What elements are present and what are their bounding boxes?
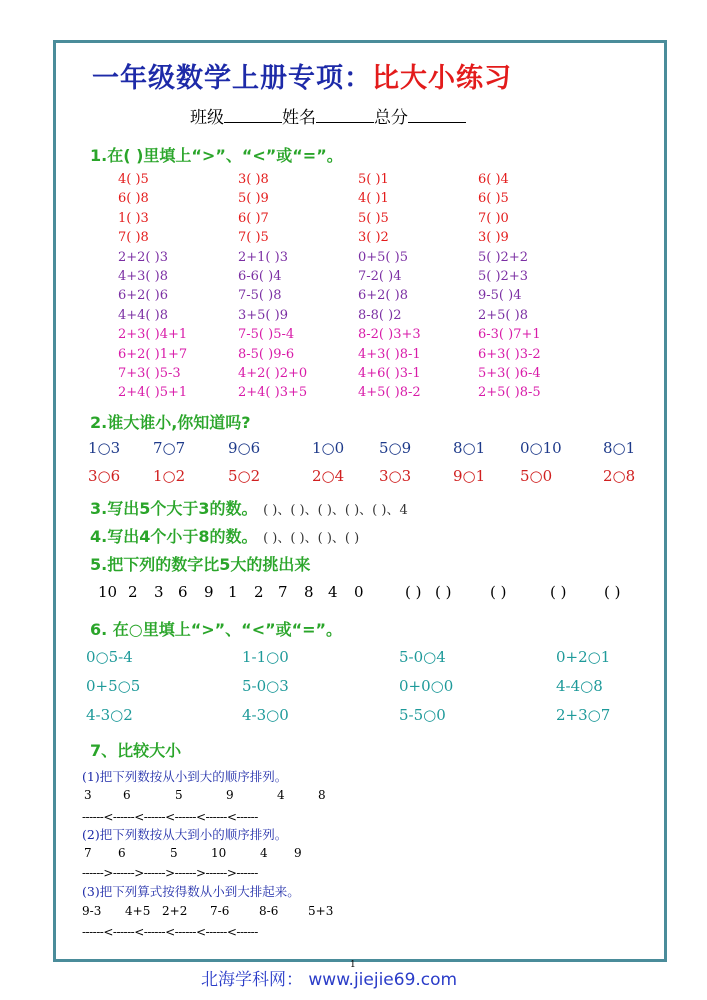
q1-item[interactable]: 5( )2+3 bbox=[478, 268, 528, 284]
q5-answer-blank[interactable]: ( ) bbox=[604, 583, 621, 601]
q1-item[interactable]: 5( )9 bbox=[238, 191, 269, 207]
q1-item[interactable]: 8-8( )2 bbox=[358, 307, 402, 323]
q1-item[interactable]: 1( )3 bbox=[118, 210, 149, 226]
q2-compare-item[interactable]: 8○1 bbox=[453, 439, 486, 457]
q1-item[interactable]: 5+3( )6-4 bbox=[478, 365, 541, 381]
q2-compare-item[interactable]: 8○1 bbox=[603, 439, 636, 457]
q5-answer-blank[interactable]: ( ) bbox=[435, 583, 452, 601]
q7-part2-chain[interactable]: ------>------>------>------>------>------ bbox=[82, 866, 258, 880]
q1-item[interactable]: 5( )5 bbox=[358, 210, 389, 226]
name-label: 姓名 bbox=[282, 108, 316, 128]
q6-item[interactable]: 4-3○2 bbox=[86, 706, 133, 724]
q7-part3-label: (3)把下列算式按得数从小到大排起来。 bbox=[82, 884, 300, 899]
q5-number: 1 bbox=[228, 583, 238, 601]
q4-heading: 4.写出4个小于8的数。 bbox=[90, 527, 258, 546]
q1-item[interactable]: 8-5( )9-6 bbox=[238, 346, 295, 362]
q1-item[interactable]: 3( )2 bbox=[358, 230, 389, 246]
q7-p3-number: 2+2 bbox=[162, 904, 188, 918]
q5-number: 7 bbox=[278, 583, 288, 601]
q6-item[interactable]: 4-4○8 bbox=[556, 677, 603, 695]
q2-compare-item[interactable]: 3○3 bbox=[379, 467, 412, 485]
q6-item[interactable]: 0+5○5 bbox=[86, 677, 141, 695]
q5-number: 6 bbox=[178, 583, 188, 601]
q1-item[interactable]: 3+5( )9 bbox=[238, 307, 288, 323]
q6-item[interactable]: 5-5○0 bbox=[399, 706, 446, 724]
q5-answer-blank[interactable]: ( ) bbox=[550, 583, 567, 601]
q1-item[interactable]: 2+2( )3 bbox=[118, 249, 168, 265]
q6-item[interactable]: 1-1○0 bbox=[242, 648, 289, 666]
q5-number: 2 bbox=[128, 583, 138, 601]
q1-item[interactable]: 7+3( )5-3 bbox=[118, 365, 181, 381]
q1-item[interactable]: 6+3( )3-2 bbox=[478, 346, 541, 362]
q2-compare-item[interactable]: 5○2 bbox=[228, 467, 261, 485]
q2-compare-item[interactable]: 0○10 bbox=[520, 439, 562, 457]
title-part1: 一年级数学上册专项： bbox=[92, 63, 372, 94]
q1-item[interactable]: 4+4( )8 bbox=[118, 307, 168, 323]
q1-item[interactable]: 3( )8 bbox=[238, 172, 269, 187]
q1-item[interactable]: 4+2( )2+0 bbox=[238, 365, 308, 381]
q7-part2-label: (2)把下列数按从大到小的顺序排列。 bbox=[82, 827, 288, 842]
q7-p1-number: 8 bbox=[318, 788, 326, 802]
class-blank[interactable] bbox=[224, 108, 282, 123]
name-blank[interactable] bbox=[316, 108, 374, 123]
q1-item[interactable]: 5( )2+2 bbox=[478, 249, 528, 265]
q1-item[interactable]: 0+5( )5 bbox=[358, 249, 408, 265]
q1-item[interactable]: 7-5( )8 bbox=[238, 288, 282, 304]
q7-p2-number: 4 bbox=[260, 846, 268, 860]
q5-number: 3 bbox=[154, 583, 164, 601]
q3-answer-blanks[interactable]: ( )、( )、( )、( )、( )、4 bbox=[263, 503, 408, 518]
q7-p1-number: 4 bbox=[277, 788, 285, 802]
q7-part1-chain[interactable]: ------<------<------<------<------<------ bbox=[82, 810, 258, 824]
q5-answer-blank[interactable]: ( ) bbox=[490, 583, 507, 601]
q5-number: 10 bbox=[98, 583, 118, 601]
q1-item[interactable]: 3( )9 bbox=[478, 230, 509, 246]
q6-item[interactable]: 5-0○3 bbox=[242, 677, 289, 695]
q5-number: 0 bbox=[354, 583, 364, 601]
q2-heading: 2.谁大谁小,你知道吗? bbox=[90, 413, 251, 432]
q3-heading: 3.写出5个大于3的数。 bbox=[90, 499, 258, 518]
q1-item[interactable]: 6( )4 bbox=[478, 172, 509, 187]
q7-part3-chain[interactable]: ------<------<------<------<------<------ bbox=[82, 925, 258, 939]
q2-compare-item[interactable]: 3○6 bbox=[88, 467, 121, 485]
q6-item[interactable]: 2+3○7 bbox=[556, 706, 611, 724]
q2-compare-item[interactable]: 9○1 bbox=[453, 467, 486, 485]
q2-compare-item[interactable]: 5○9 bbox=[379, 439, 412, 457]
q5-number: 2 bbox=[254, 583, 264, 601]
q1-item[interactable]: 6( )8 bbox=[118, 191, 149, 207]
q7-p3-number: 5+3 bbox=[308, 904, 334, 918]
q1-item[interactable]: 5( )1 bbox=[358, 172, 389, 187]
page-number: 1 bbox=[350, 960, 356, 970]
q2-compare-item[interactable]: 5○0 bbox=[520, 467, 553, 485]
score-blank[interactable] bbox=[408, 108, 466, 123]
q7-p1-number: 9 bbox=[226, 788, 234, 802]
score-label: 总分 bbox=[374, 108, 408, 128]
q1-item[interactable]: 7( )8 bbox=[118, 230, 149, 246]
q7-p1-number: 5 bbox=[175, 788, 183, 802]
q1-item[interactable]: 6-3( )7+1 bbox=[478, 327, 541, 343]
q2-compare-item[interactable]: 1○3 bbox=[88, 439, 121, 457]
q5-answer-blank[interactable]: ( ) bbox=[405, 583, 422, 601]
q6-item[interactable]: 4-3○0 bbox=[242, 706, 289, 724]
q1-item[interactable]: 2+1( )3 bbox=[238, 249, 288, 265]
q1-item[interactable]: 2+3( )4+1 bbox=[118, 327, 188, 343]
q6-item[interactable]: 0○5-4 bbox=[86, 648, 133, 666]
q1-item[interactable]: 8-2( )3+3 bbox=[358, 327, 421, 343]
q1-item[interactable]: 4+3( )8 bbox=[118, 268, 168, 284]
q7-p1-number: 3 bbox=[84, 788, 92, 802]
q1-item[interactable]: 2+5( )8-5 bbox=[478, 385, 541, 401]
q1-item[interactable]: 2+4( )3+5 bbox=[238, 385, 308, 401]
q5-heading: 5.把下列的数字比5大的挑出来 bbox=[90, 555, 311, 574]
q2-compare-item[interactable]: 1○2 bbox=[153, 467, 186, 485]
q1-item[interactable]: 6+2( )1+7 bbox=[118, 346, 188, 362]
q1-heading: 1.在( )里填上“>”、“<”或“=”。 bbox=[90, 146, 343, 165]
q1-item[interactable]: 6( )5 bbox=[478, 191, 509, 207]
student-info bbox=[190, 103, 466, 128]
q1-item[interactable]: 4+5( )8-2 bbox=[358, 385, 421, 401]
q7-part1-label: (1)把下列数按从小到大的顺序排列。 bbox=[82, 769, 288, 784]
q7-p3-number: 8-6 bbox=[259, 904, 279, 918]
q6-item[interactable]: 0+0○0 bbox=[399, 677, 454, 695]
q7-p3-number: 4+5 bbox=[125, 904, 151, 918]
q7-p3-number: 7-6 bbox=[210, 904, 230, 918]
q1-item[interactable]: 7-5( )5-4 bbox=[238, 327, 295, 343]
q1-item[interactable]: 7( )0 bbox=[478, 210, 509, 226]
q6-item[interactable]: 5-0○4 bbox=[399, 648, 446, 666]
q7-p2-number: 6 bbox=[118, 846, 126, 860]
q7-p2-number: 9 bbox=[294, 846, 302, 860]
q6-item[interactable]: 0+2○1 bbox=[556, 648, 611, 666]
q2-compare-item[interactable]: 2○4 bbox=[312, 467, 345, 485]
q1-item[interactable]: 7-2( )4 bbox=[358, 268, 402, 284]
q3-question bbox=[90, 496, 408, 519]
q1-item[interactable]: 6+2( )8 bbox=[358, 288, 408, 304]
q1-item[interactable]: 2+5( )8 bbox=[478, 307, 528, 323]
q1-item[interactable]: 2+4( )5+1 bbox=[118, 385, 188, 401]
q2-compare-item[interactable]: 9○6 bbox=[228, 439, 261, 457]
q5-number: 4 bbox=[328, 583, 338, 601]
q4-question bbox=[90, 524, 359, 547]
q7-p1-number: 6 bbox=[123, 788, 131, 802]
q7-p3-number: 9-3 bbox=[82, 904, 102, 918]
q1-item[interactable]: 4+3( )8-1 bbox=[358, 346, 421, 362]
q7-p2-number: 5 bbox=[170, 846, 178, 860]
q2-compare-item[interactable]: 1○0 bbox=[312, 439, 345, 457]
q1-item[interactable]: 4+6( )3-1 bbox=[358, 365, 421, 381]
class-label: 班级 bbox=[190, 108, 224, 128]
footer-site: 北海学科网： www.jiejie69.com bbox=[201, 970, 458, 990]
q1-item[interactable]: 6-6( )4 bbox=[238, 268, 282, 284]
q6-heading: 6. 在○里填上“>”、“<”或“=”。 bbox=[90, 620, 343, 639]
q7-p2-number: 10 bbox=[211, 846, 227, 860]
q2-compare-item[interactable]: 7○7 bbox=[153, 439, 186, 457]
title-part2: 比大小练习 bbox=[372, 63, 512, 94]
q4-answer-blanks[interactable]: ( )、( )、( )、( ) bbox=[263, 531, 360, 546]
q5-number: 9 bbox=[204, 583, 214, 601]
q1-item[interactable]: 6( )7 bbox=[238, 210, 269, 226]
q1-item[interactable]: 6+2( )6 bbox=[118, 288, 168, 304]
q7-heading: 7、比较大小 bbox=[90, 741, 182, 760]
q1-item[interactable]: 7( )5 bbox=[238, 230, 269, 246]
q1-item[interactable]: 9-5( )4 bbox=[478, 288, 522, 304]
q1-item[interactable]: 4( )1 bbox=[358, 191, 389, 207]
q7-p2-number: 7 bbox=[84, 846, 92, 860]
q5-number: 8 bbox=[304, 583, 314, 601]
q2-compare-item[interactable]: 2○8 bbox=[603, 467, 636, 485]
q1-item[interactable]: 4( )5 bbox=[118, 172, 149, 187]
page-title bbox=[92, 56, 512, 95]
